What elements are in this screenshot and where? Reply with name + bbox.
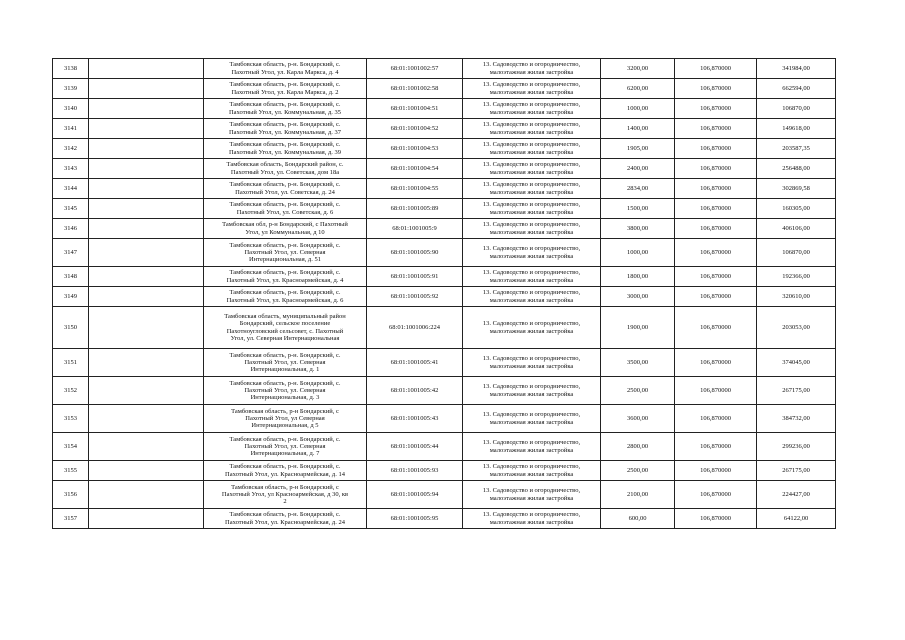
specific-value-cell: 106,870000 <box>675 509 757 529</box>
land-use-cell: 13. Садоводство и огородничество, малоэтажная жилая застройка <box>463 139 601 159</box>
cadastral-value-cell: 224427,00 <box>757 481 836 509</box>
specific-value-cell: 106,870000 <box>675 481 757 509</box>
cadastral-value-cell: 149618,00 <box>757 119 836 139</box>
area-cell: 6200,00 <box>601 79 675 99</box>
blank-cell <box>89 405 204 433</box>
specific-value-cell: 106,870000 <box>675 219 757 239</box>
table-row <box>53 79 836 99</box>
land-use-cell: 13. Садоводство и огородничество, малоэтажная жилая застройка <box>463 239 601 267</box>
area-cell: 2834,00 <box>601 179 675 199</box>
table-row <box>53 219 836 239</box>
cadastral-number-cell: 68:01:1001005:44 <box>367 433 463 461</box>
row-number: 3144 <box>53 179 89 199</box>
specific-value-cell: 106,870000 <box>675 179 757 199</box>
table-row <box>53 461 836 481</box>
table-row <box>53 179 836 199</box>
blank-cell <box>89 481 204 509</box>
land-use-cell: 13. Садоводство и огородничество, малоэтажная жилая застройка <box>463 509 601 529</box>
cadastral-value-cell: 299236,00 <box>757 433 836 461</box>
cadastral-number-cell: 68:01:1001004:51 <box>367 99 463 119</box>
land-use-cell: 13. Садоводство и огородничество, малоэтажная жилая застройка <box>463 119 601 139</box>
area-cell: 3800,00 <box>601 219 675 239</box>
area-cell: 3600,00 <box>601 405 675 433</box>
cadastral-value-cell: 374045,00 <box>757 349 836 377</box>
address-cell: Тамбовская область, р-н. Бондарский, с. Пахотный Угол, ул. Северная Интернациональная, д. 3 <box>204 377 367 405</box>
cadastral-number-cell: 68:01:1001005:91 <box>367 267 463 287</box>
specific-value-cell: 106,870000 <box>675 239 757 267</box>
row-number: 3152 <box>53 377 89 405</box>
specific-value-cell: 106,870000 <box>675 199 757 219</box>
blank-cell <box>89 219 204 239</box>
blank-cell <box>89 199 204 219</box>
row-number: 3150 <box>53 307 89 349</box>
area-cell: 3000,00 <box>601 287 675 307</box>
specific-value-cell: 106,870000 <box>675 461 757 481</box>
specific-value-cell: 106,870000 <box>675 99 757 119</box>
blank-cell <box>89 139 204 159</box>
cadastral-number-cell: 68:01:1001005:41 <box>367 349 463 377</box>
specific-value-cell: 106,870000 <box>675 307 757 349</box>
cadastral-number-cell: 68:01:1001004:54 <box>367 159 463 179</box>
table-row <box>53 159 836 179</box>
cadastral-number-cell: 68:01:1001002:58 <box>367 79 463 99</box>
land-use-cell: 13. Садоводство и огородничество, малоэтажная жилая застройка <box>463 267 601 287</box>
cadastral-value-cell: 406106,00 <box>757 219 836 239</box>
row-number: 3140 <box>53 99 89 119</box>
specific-value-cell: 106,870000 <box>675 287 757 307</box>
specific-value-cell: 106,870000 <box>675 349 757 377</box>
area-cell: 2500,00 <box>601 461 675 481</box>
table-row <box>53 199 836 219</box>
land-use-cell: 13. Садоводство и огородничество, малоэтажная жилая застройка <box>463 377 601 405</box>
blank-cell <box>89 349 204 377</box>
cadastral-number-cell: 68:01:1001002:57 <box>367 59 463 79</box>
land-use-cell: 13. Садоводство и огородничество, малоэтажная жилая застройка <box>463 179 601 199</box>
land-use-cell: 13. Садоводство и огородничество, малоэтажная жилая застройка <box>463 481 601 509</box>
cadastral-number-cell: 68:01:1001004:52 <box>367 119 463 139</box>
cadastral-value-cell: 384732,00 <box>757 405 836 433</box>
area-cell: 2500,00 <box>601 377 675 405</box>
specific-value-cell: 106,870000 <box>675 377 757 405</box>
land-use-cell: 13. Садоводство и огородничество, малоэтажная жилая застройка <box>463 405 601 433</box>
cadastral-value-cell: 662594,00 <box>757 79 836 99</box>
blank-cell <box>89 79 204 99</box>
land-use-cell: 13. Садоводство и огородничество, малоэтажная жилая застройка <box>463 99 601 119</box>
area-cell: 1000,00 <box>601 99 675 119</box>
table-row <box>53 307 836 349</box>
table-row <box>53 119 836 139</box>
area-cell: 1400,00 <box>601 119 675 139</box>
area-cell: 1800,00 <box>601 267 675 287</box>
address-cell: Тамбовская область, р-н Бондарский, с Пахотный Угол, ул Красноармейская, д 30, кв 2 <box>204 481 367 509</box>
blank-cell <box>89 99 204 119</box>
blank-cell <box>89 239 204 267</box>
blank-cell <box>89 119 204 139</box>
land-use-cell: 13. Садоводство и огородничество, малоэтажная жилая застройка <box>463 159 601 179</box>
table-row <box>53 481 836 509</box>
address-cell: Тамбовская область, р-н. Бондарский, с. Пахотный Угол, ул. Красноармейская, д. 4 <box>204 267 367 287</box>
cadastral-number-cell: 68:01:1001004:53 <box>367 139 463 159</box>
blank-cell <box>89 433 204 461</box>
area-cell: 1000,00 <box>601 239 675 267</box>
blank-cell <box>89 461 204 481</box>
address-cell: Тамбовская область, р-н. Бондарский, с. Пахотный Угол, ул. Карла Маркса, д. 4 <box>204 59 367 79</box>
cadastral-number-cell: 68:01:1001005:89 <box>367 199 463 219</box>
table-row <box>53 267 836 287</box>
cadastral-value-cell: 341984,00 <box>757 59 836 79</box>
land-use-cell: 13. Садоводство и огородничество, малоэтажная жилая застройка <box>463 433 601 461</box>
row-number: 3138 <box>53 59 89 79</box>
area-cell: 3500,00 <box>601 349 675 377</box>
area-cell: 2800,00 <box>601 433 675 461</box>
address-cell: Тамбовская область, р-н. Бондарский, с. Пахотный Угол, ул. Коммунальная, д. 37 <box>204 119 367 139</box>
table-body <box>53 59 836 529</box>
blank-cell <box>89 509 204 529</box>
row-number: 3154 <box>53 433 89 461</box>
row-number: 3157 <box>53 509 89 529</box>
cadastral-value-cell: 106870,00 <box>757 239 836 267</box>
cadastral-number-cell: 68:01:1001005:95 <box>367 509 463 529</box>
specific-value-cell: 106,870000 <box>675 267 757 287</box>
address-cell: Тамбовская обл, р-н Бондарский, с Пахотный Угол, ул Коммунальная, д 10 <box>204 219 367 239</box>
area-cell: 2100,00 <box>601 481 675 509</box>
cadastral-number-cell: 68:01:1001005:9 <box>367 219 463 239</box>
address-cell: Тамбовская область, р-н. Бондарский, с. Пахотный Угол, ул. Карла Маркса, д. 2 <box>204 79 367 99</box>
cadastral-value-cell: 203053,00 <box>757 307 836 349</box>
cadastral-value-cell: 267175,00 <box>757 461 836 481</box>
row-number: 3148 <box>53 267 89 287</box>
cadastral-value-cell: 302869,58 <box>757 179 836 199</box>
cadastral-number-cell: 68:01:1001005:90 <box>367 239 463 267</box>
cadastral-value-cell: 160305,00 <box>757 199 836 219</box>
cadastral-value-cell: 192366,00 <box>757 267 836 287</box>
row-number: 3153 <box>53 405 89 433</box>
cadastral-number-cell: 68:01:1001004:55 <box>367 179 463 199</box>
address-cell: Тамбовская область, Бондарский район, с. Пахотный Угол, ул. Советская, дом 18а <box>204 159 367 179</box>
cadastral-value-cell: 320610,00 <box>757 287 836 307</box>
specific-value-cell: 106,870000 <box>675 59 757 79</box>
land-use-cell: 13. Садоводство и огородничество, малоэтажная жилая застройка <box>463 307 601 349</box>
address-cell: Тамбовская область, р-н. Бондарский, с. Пахотный Угол, ул. Северная Интернациональная, д. 1 <box>204 349 367 377</box>
cadastral-number-cell: 68:01:1001005:94 <box>367 481 463 509</box>
row-number: 3151 <box>53 349 89 377</box>
table-row <box>53 99 836 119</box>
cadastral-number-cell: 68:01:1001005:43 <box>367 405 463 433</box>
specific-value-cell: 106,870000 <box>675 79 757 99</box>
row-number: 3145 <box>53 199 89 219</box>
address-cell: Тамбовская область, р-н. Бондарский, с. Пахотный Угол, ул. Советская, д. 24 <box>204 179 367 199</box>
cadastral-value-cell: 64122,00 <box>757 509 836 529</box>
cadastral-value-cell: 256488,00 <box>757 159 836 179</box>
area-cell: 1905,00 <box>601 139 675 159</box>
land-use-cell: 13. Садоводство и огородничество, малоэтажная жилая застройка <box>463 287 601 307</box>
address-cell: Тамбовская область, р-н. Бондарский, с. Пахотный Угол, ул. Северная Интернациональная, д. 7 <box>204 433 367 461</box>
address-cell: Тамбовская область, р-н. Бондарский, с. Пахотный Угол, ул. Красноармейская, д. 24 <box>204 509 367 529</box>
address-cell: Тамбовская область, р-н. Бондарский, с. Пахотный Угол, ул. Советская, д. 6 <box>204 199 367 219</box>
blank-cell <box>89 307 204 349</box>
table-row <box>53 139 836 159</box>
cadastral-value-table <box>52 58 836 529</box>
table-row <box>53 239 836 267</box>
cadastral-number-cell: 68:01:1001005:42 <box>367 377 463 405</box>
row-number: 3149 <box>53 287 89 307</box>
table-row <box>53 405 836 433</box>
address-cell: Тамбовская область, р-н. Бондарский, с. Пахотный Угол, ул. Красноармейская, д. 14 <box>204 461 367 481</box>
address-cell: Тамбовская область, р-н. Бондарский, с. Пахотный Угол, ул. Красноармейская, д. 6 <box>204 287 367 307</box>
blank-cell <box>89 159 204 179</box>
specific-value-cell: 106,870000 <box>675 119 757 139</box>
blank-cell <box>89 179 204 199</box>
area-cell: 1500,00 <box>601 199 675 219</box>
cadastral-value-cell: 203587,35 <box>757 139 836 159</box>
area-cell: 3200,00 <box>601 59 675 79</box>
specific-value-cell: 106,870000 <box>675 139 757 159</box>
cadastral-number-cell: 68:01:1001006:224 <box>367 307 463 349</box>
address-cell: Тамбовская область, р-н Бондарский, с Пахотный Угол, ул Северная Интернациональная, д 5 <box>204 405 367 433</box>
row-number: 3142 <box>53 139 89 159</box>
address-cell: Тамбовская область, р-н. Бондарский, с. Пахотный Угол, ул. Коммунальная, д. 39 <box>204 139 367 159</box>
specific-value-cell: 106,870000 <box>675 159 757 179</box>
cadastral-value-cell: 106870,00 <box>757 99 836 119</box>
land-use-cell: 13. Садоводство и огородничество, малоэтажная жилая застройка <box>463 219 601 239</box>
row-number: 3146 <box>53 219 89 239</box>
row-number: 3147 <box>53 239 89 267</box>
land-use-cell: 13. Садоводство и огородничество, малоэтажная жилая застройка <box>463 461 601 481</box>
land-use-cell: 13. Садоводство и огородничество, малоэтажная жилая застройка <box>463 79 601 99</box>
blank-cell <box>89 267 204 287</box>
specific-value-cell: 106,870000 <box>675 433 757 461</box>
address-cell: Тамбовская область, р-н. Бондарский, с. Пахотный Угол, ул. Коммунальная, д. 35 <box>204 99 367 119</box>
cadastral-number-cell: 68:01:1001005:92 <box>367 287 463 307</box>
blank-cell <box>89 377 204 405</box>
row-number: 3139 <box>53 79 89 99</box>
land-use-cell: 13. Садоводство и огородничество, малоэтажная жилая застройка <box>463 199 601 219</box>
cadastral-number-cell: 68:01:1001005:93 <box>367 461 463 481</box>
row-number: 3156 <box>53 481 89 509</box>
row-number: 3143 <box>53 159 89 179</box>
blank-cell <box>89 59 204 79</box>
table-row <box>53 349 836 377</box>
address-cell: Тамбовская область, муниципальный район Бондарский, сельское поселение Пахотноугловский сельсовет, с. Пахотный Угол, ул. Северная Интернациональная <box>204 307 367 349</box>
address-cell: Тамбовская область, р-н. Бондарский, с. Пахотный Угол, ул. Северная Интернациональная, д. 51 <box>204 239 367 267</box>
land-use-cell: 13. Садоводство и огородничество, малоэтажная жилая застройка <box>463 59 601 79</box>
blank-cell <box>89 287 204 307</box>
table-row <box>53 377 836 405</box>
area-cell: 600,00 <box>601 509 675 529</box>
table-row <box>53 59 836 79</box>
table-row <box>53 287 836 307</box>
specific-value-cell: 106,870000 <box>675 405 757 433</box>
row-number: 3141 <box>53 119 89 139</box>
table-row <box>53 433 836 461</box>
row-number: 3155 <box>53 461 89 481</box>
land-use-cell: 13. Садоводство и огородничество, малоэтажная жилая застройка <box>463 349 601 377</box>
cadastral-value-cell: 267175,00 <box>757 377 836 405</box>
area-cell: 2400,00 <box>601 159 675 179</box>
area-cell: 1900,00 <box>601 307 675 349</box>
table-row <box>53 509 836 529</box>
